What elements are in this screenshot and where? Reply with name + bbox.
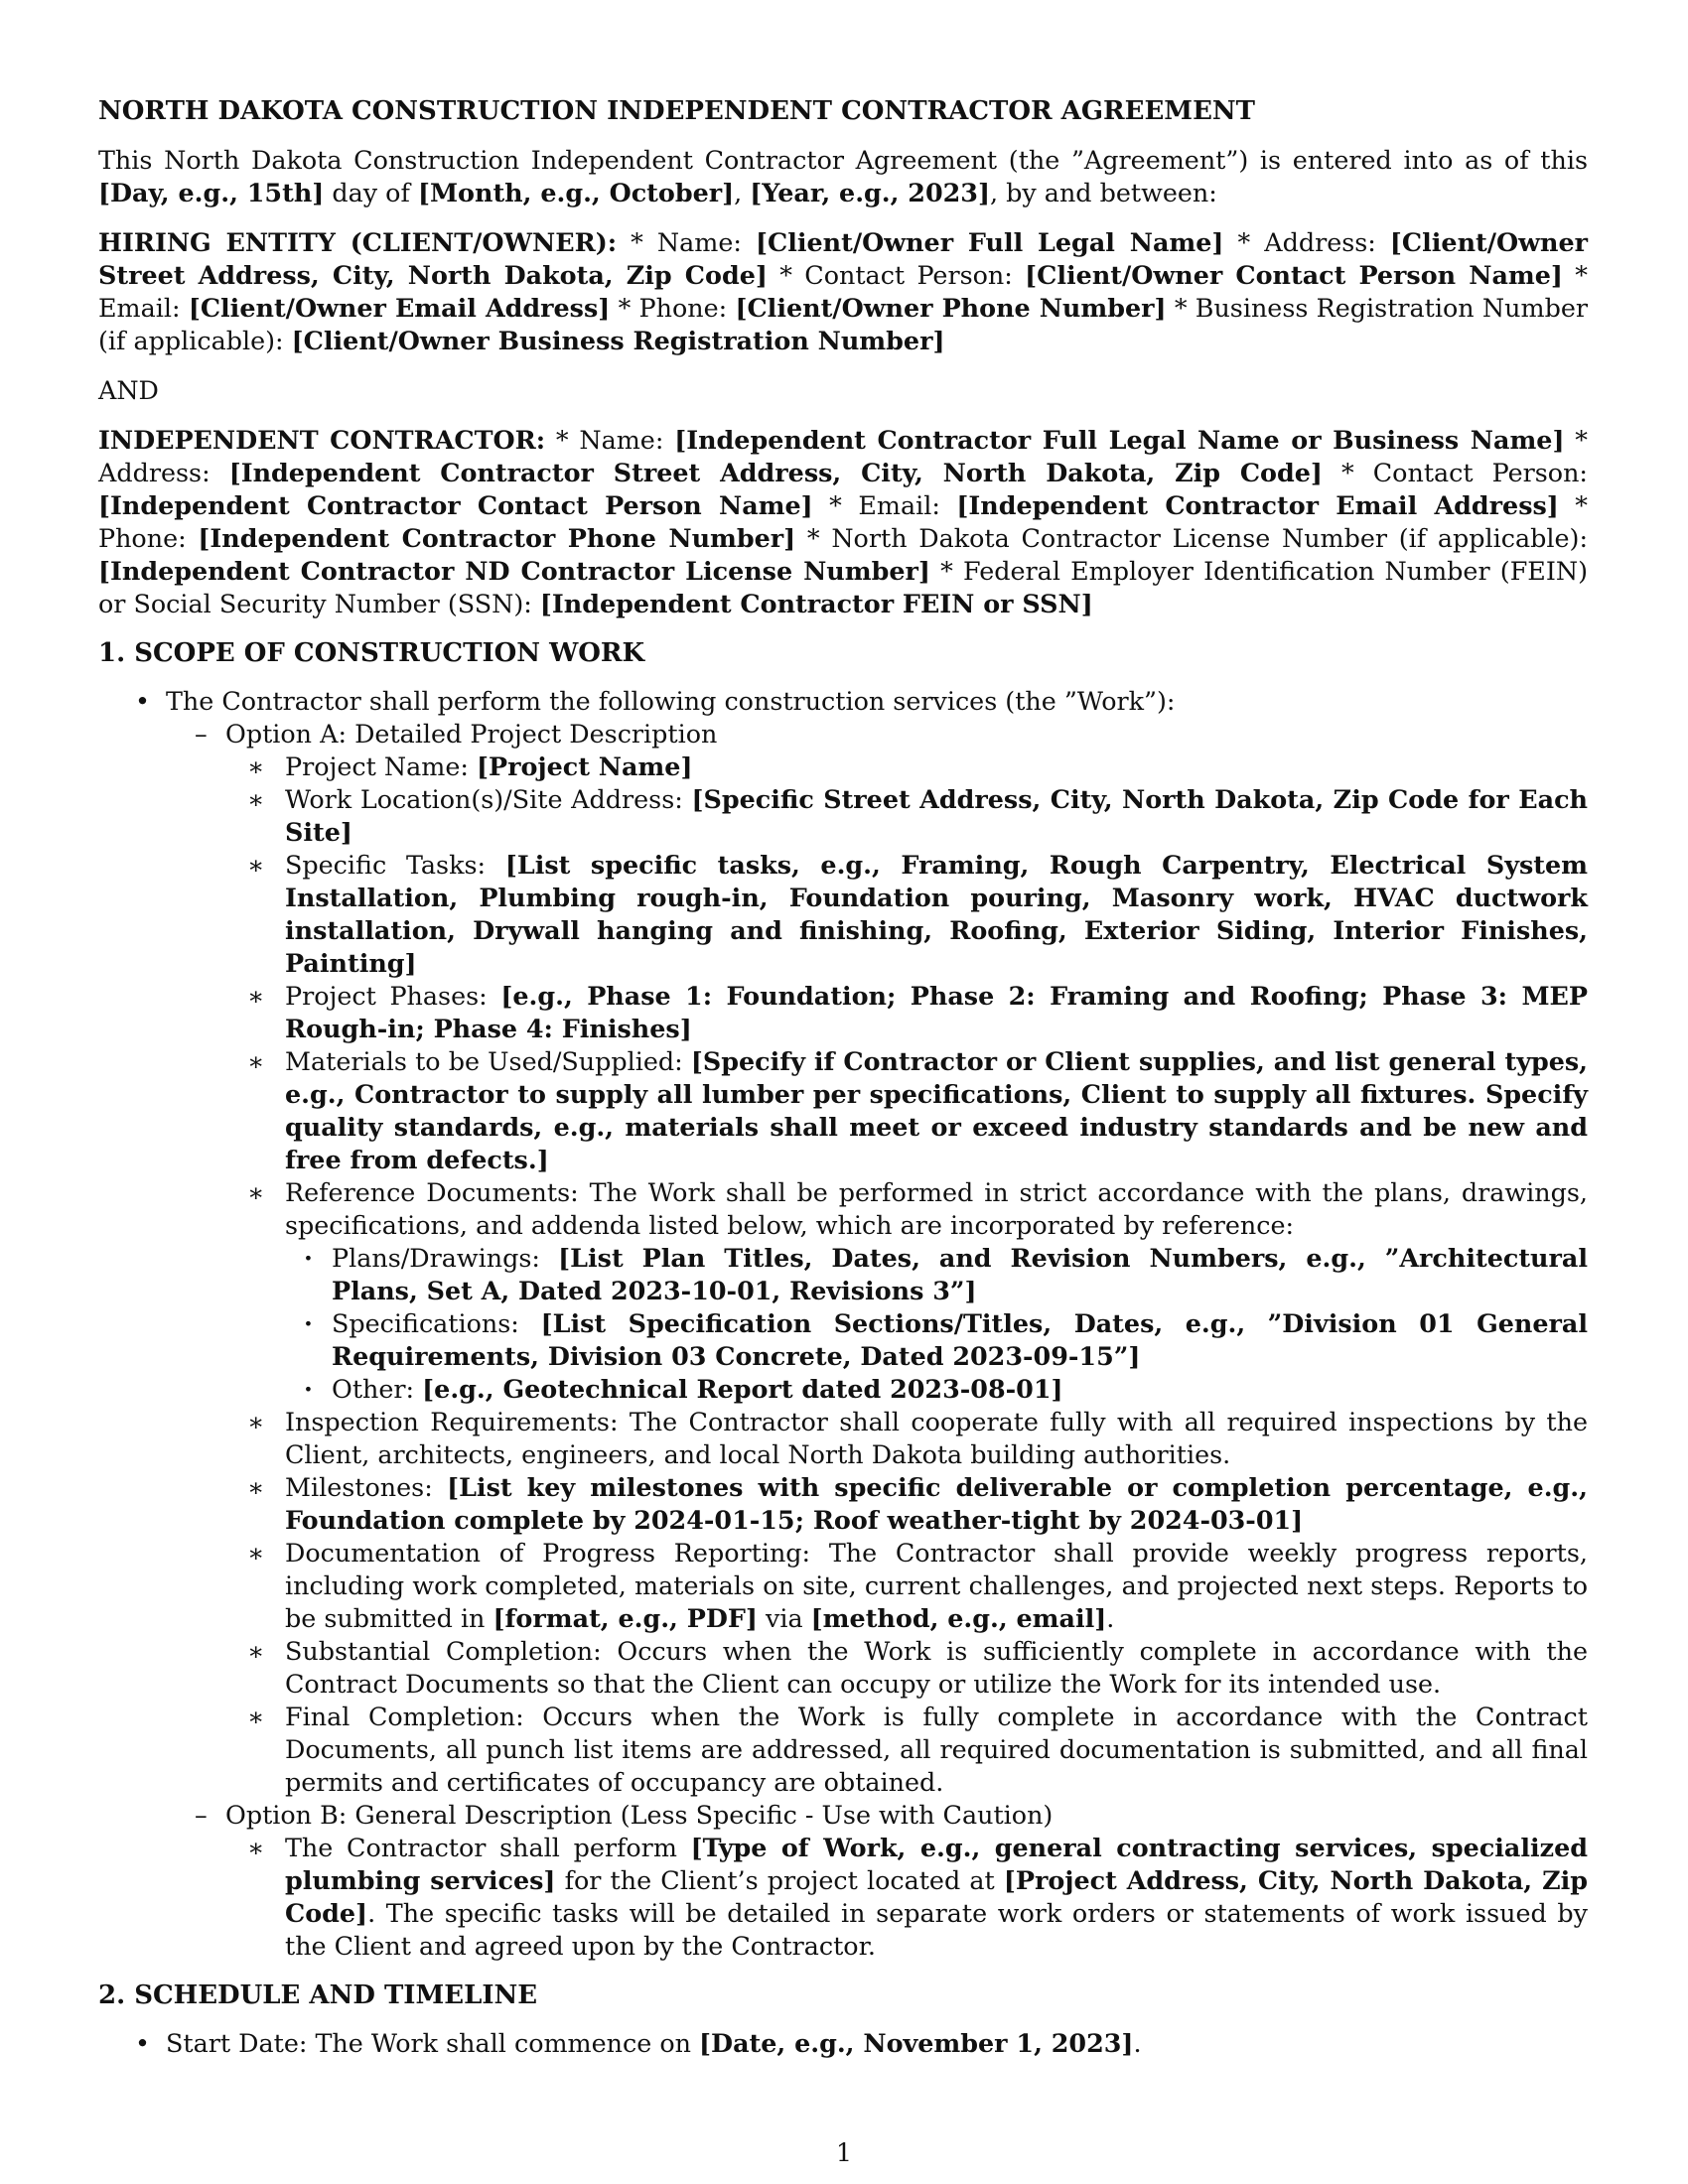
plans-placeholder: [List Plan Titles, Dates, and Revision Numbers, e.g., ”Architectural Plans, Set A, Dated 2023-10-01, Revisions 3”] bbox=[332, 1243, 1588, 1305]
list-item bbox=[285, 1307, 1588, 1373]
list-item bbox=[225, 980, 1588, 1045]
item-label: Plans/Drawings: bbox=[332, 1243, 559, 1273]
list-item bbox=[225, 1471, 1588, 1537]
field-label: * Phone: bbox=[610, 293, 736, 323]
contractor-fein-placeholder: [Independent Contractor FEIN or SSN] bbox=[539, 589, 1093, 618]
option-b-text: for the Client’s project located at bbox=[555, 1865, 1004, 1895]
contractor-paragraph bbox=[98, 424, 1588, 620]
option-b-items bbox=[225, 1832, 1588, 1963]
intro-text: day of bbox=[324, 178, 418, 207]
contractor-email-placeholder: [Independent Contractor Email Address] bbox=[956, 490, 1559, 520]
tasks-placeholder: [List specific tasks, e.g., Framing, Rough Carpentry, Electrical System Installation, Plumbing rough-in, Foundation pouring, Masonry work, HVAC ductwork installation, Drywall hanging and finishing, Roofing, Exterior Siding, Interior Finishes, Painting] bbox=[285, 850, 1588, 978]
day-placeholder: [Day, e.g., 15th] bbox=[98, 178, 325, 207]
item-label: Milestones: bbox=[285, 1472, 448, 1502]
inspection-text: Inspection Requirements: The Contractor shall cooperate fully with all required inspections by the Client, architects, engineers, and local North Dakota building authorities. bbox=[285, 1407, 1588, 1469]
schedule-list bbox=[98, 2027, 1588, 2060]
reference-documents-text: Reference Documents: The Work shall be performed in strict accordance with the plans, drawings, specifications, and addenda listed below, which are incorporated by reference: bbox=[285, 1177, 1588, 1240]
year-placeholder: [Year, e.g., 2023] bbox=[750, 178, 990, 207]
item-label: Project Name: bbox=[285, 751, 477, 781]
project-address-placeholder: [Project Address, City, North Dakota, Zip Code] bbox=[285, 1865, 1588, 1928]
item-label: Project Phases: bbox=[285, 981, 501, 1011]
and-separator: AND bbox=[98, 375, 159, 405]
field-label: * North Dakota Contractor License Number (if applicable): bbox=[795, 523, 1589, 553]
list-item bbox=[225, 1406, 1588, 1471]
option-a-label: Option A: Detailed Project Description bbox=[225, 719, 718, 749]
format-placeholder: [format, e.g., PDF] bbox=[492, 1603, 758, 1633]
other-documents-placeholder: [e.g., Geotechnical Report dated 2023-08-01] bbox=[422, 1374, 1063, 1404]
list-item bbox=[285, 1242, 1588, 1307]
field-label: * Email: bbox=[812, 490, 957, 520]
contractor-heading: INDEPENDENT CONTRACTOR: bbox=[98, 425, 546, 455]
list-item bbox=[225, 849, 1588, 980]
scope-intro-text: The Contractor shall perform the following construction services (the ”Work”): bbox=[166, 686, 1176, 716]
list-item bbox=[225, 1635, 1588, 1701]
item-label: Other: bbox=[332, 1374, 423, 1404]
contractor-name-placeholder: [Independent Contractor Full Legal Name or Business Name] bbox=[674, 425, 1565, 455]
list-item bbox=[225, 783, 1588, 849]
client-contact-placeholder: [Client/Owner Contact Person Name] bbox=[1025, 260, 1563, 290]
type-of-work-placeholder: [Type of Work, e.g., general contracting services, specialized plumbing services] bbox=[285, 1833, 1588, 1895]
list-item-option-a bbox=[166, 718, 1588, 1799]
contractor-contact-placeholder: [Independent Contractor Contact Person Name] bbox=[98, 490, 813, 520]
progress-text: . bbox=[1106, 1603, 1115, 1633]
list-item bbox=[225, 1176, 1588, 1406]
field-label: * Business Registration Number (if applicable): bbox=[98, 293, 1588, 355]
client-name-placeholder: [Client/Owner Full Legal Name] bbox=[755, 227, 1224, 257]
intro-text: This North Dakota Construction Independent Contractor Agreement (the ”Agreement”) is entered into as of this bbox=[98, 145, 1588, 175]
item-label: Specific Tasks: bbox=[285, 850, 505, 880]
item-label: Work Location(s)/Site Address: bbox=[285, 784, 692, 814]
progress-text: via bbox=[757, 1603, 811, 1633]
method-placeholder: [method, e.g., email] bbox=[810, 1603, 1107, 1633]
intro-text: , bbox=[734, 178, 751, 207]
list-item bbox=[98, 2027, 1588, 2060]
project-name-placeholder: [Project Name] bbox=[476, 751, 693, 781]
start-date-placeholder: [Date, e.g., November 1, 2023] bbox=[699, 2028, 1134, 2058]
intro-text: , by and between: bbox=[990, 178, 1217, 207]
document-page bbox=[98, 95, 1588, 2077]
client-email-placeholder: [Client/Owner Email Address] bbox=[188, 293, 611, 323]
option-b-label: Option B: General Description (Less Specific - Use with Caution) bbox=[225, 1800, 1054, 1830]
field-label: * Phone: bbox=[98, 490, 1588, 553]
list-item bbox=[285, 1373, 1588, 1406]
site-address-placeholder: [Specific Street Address, City, North Dakota, Zip Code for Each Site] bbox=[285, 784, 1588, 847]
start-date-text: . bbox=[1133, 2028, 1142, 2058]
materials-placeholder: [Specify if Contractor or Client supplies, and list general types, e.g., Contractor to supply all lumber per specifications, Client to supply all fixtures. Specify quality standards, e.g., materials shall meet or exceed industry standards and be new and free from defects.] bbox=[285, 1046, 1588, 1174]
start-date-text: Start Date: The Work shall commence on bbox=[166, 2028, 700, 2058]
section-heading-schedule: 2. SCHEDULE AND TIMELINE bbox=[98, 1980, 538, 2010]
client-phone-placeholder: [Client/Owner Phone Number] bbox=[735, 293, 1167, 323]
field-label: * Address: bbox=[1223, 227, 1390, 257]
scope-list bbox=[98, 685, 1588, 1963]
item-label: Materials to be Used/Supplied: bbox=[285, 1046, 691, 1076]
field-label: * Name: bbox=[545, 425, 675, 455]
list-item bbox=[225, 1701, 1588, 1799]
list-item bbox=[98, 685, 1588, 1963]
client-address-placeholder: [Client/Owner Street Address, City, North Dakota, Zip Code] bbox=[98, 227, 1589, 290]
options-list bbox=[166, 718, 1588, 1963]
field-label: * Address: bbox=[98, 425, 1588, 487]
final-completion-text: Final Completion: Occurs when the Work is fully complete in accordance with the Contract Documents, all punch list items are addressed, all required documentation is submitted, and all final permits and certificates of occupancy are obtained. bbox=[285, 1702, 1588, 1797]
field-label: * Contact Person: bbox=[767, 260, 1026, 290]
substantial-completion-text: Substantial Completion: Occurs when the Work is sufficiently complete in accordance with the Contract Documents so that the Client can occupy or utilize the Work for its intended use. bbox=[285, 1636, 1588, 1699]
option-b-text: The Contractor shall perform bbox=[285, 1833, 691, 1862]
list-item bbox=[225, 1537, 1588, 1635]
document-title: NORTH DAKOTA CONSTRUCTION INDEPENDENT CONTRACTOR AGREEMENT bbox=[98, 96, 1255, 126]
intro-paragraph bbox=[98, 144, 1588, 209]
progress-text: Documentation of Progress Reporting: The Contractor shall provide weekly progress reports, including work completed, materials on site, current challenges, and projected next steps. Reports to be submitted in bbox=[285, 1538, 1588, 1633]
list-item bbox=[225, 1832, 1588, 1963]
option-b-text: . The specific tasks will be detailed in separate work orders or statements of work issued by the Client and agreed upon by the Contractor. bbox=[285, 1898, 1588, 1961]
specifications-placeholder: [List Specification Sections/Titles, Dates, e.g., ”Division 01 General Requirements, Division 03 Concrete, Dated 2023-09-15”] bbox=[332, 1308, 1588, 1371]
contractor-license-placeholder: [Independent Contractor ND Contractor License Number] bbox=[98, 556, 930, 586]
phases-placeholder: [e.g., Phase 1: Foundation; Phase 2: Framing and Roofing; Phase 3: MEP Rough-in; Phase 4: Finishes] bbox=[285, 981, 1589, 1043]
field-label: * Federal Employer Identification Number (FEIN) or Social Security Number (SSN): bbox=[98, 556, 1588, 618]
hiring-entity-heading: HIRING ENTITY (CLIENT/OWNER): bbox=[98, 227, 618, 257]
field-label: * Name: bbox=[617, 227, 756, 257]
milestones-placeholder: [List key milestones with specific deliverable or completion percentage, e.g., Foundation complete by 2024-01-15; Roof weather-tight by 2024-03-01] bbox=[285, 1472, 1588, 1535]
contractor-phone-placeholder: [Independent Contractor Phone Number] bbox=[198, 523, 796, 553]
contractor-address-placeholder: [Independent Contractor Street Address, City, North Dakota, Zip Code] bbox=[228, 458, 1323, 487]
client-registration-placeholder: [Client/Owner Business Registration Number] bbox=[291, 326, 945, 355]
option-a-items bbox=[225, 751, 1588, 1799]
list-item-option-b bbox=[166, 1799, 1588, 1963]
page-number: 1 bbox=[835, 2137, 853, 2167]
list-item bbox=[225, 751, 1588, 783]
field-label: * Email: bbox=[98, 260, 1589, 323]
month-placeholder: [Month, e.g., October] bbox=[417, 178, 735, 207]
field-label: * Contact Person: bbox=[1322, 458, 1588, 487]
list-item bbox=[225, 1045, 1588, 1176]
item-label: Specifications: bbox=[332, 1308, 541, 1338]
reference-documents-list bbox=[285, 1242, 1588, 1406]
section-heading-scope: 1. SCOPE OF CONSTRUCTION WORK bbox=[98, 638, 645, 668]
hiring-entity-paragraph bbox=[98, 226, 1588, 357]
